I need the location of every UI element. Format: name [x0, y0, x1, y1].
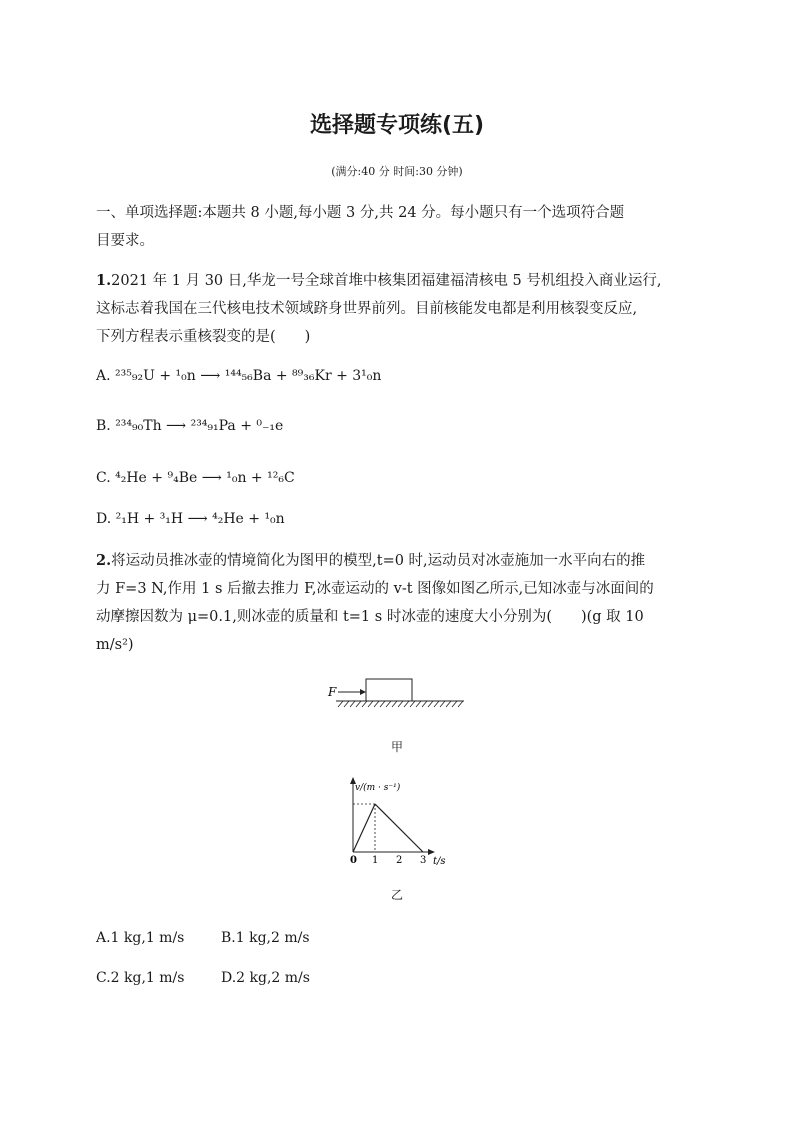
q2-option-c: C.2 kg,1 m/s	[96, 970, 185, 986]
q1-line3: 下列方程表示重核裂变的是( )	[96, 329, 311, 345]
q2-option-b: B.1 kg,2 m/s	[221, 930, 310, 946]
q2-line3: 动摩擦因数为 μ=0.1,则冰壶的质量和 t=1 s 时冰壶的速度大小分别为( )(g 取 10	[96, 609, 644, 625]
x-axis-label: t/s	[433, 856, 446, 866]
q1-text-line1: 2021 年 1 月 30 日,华龙一号全球首堆中核集团福建福清核电 5 号机组投入商业运行,	[111, 273, 662, 289]
q2-option-a: A.1 kg,1 m/s	[96, 930, 185, 946]
y-axis-label: v/(m · s⁻¹)	[355, 783, 401, 793]
q1-line2: 这标志着我国在三代核电技术领域跻身世界前列。目前核能发电都是利用核裂变反应,	[96, 301, 638, 317]
q2-line1	[96, 548, 645, 574]
force-label: F	[328, 685, 337, 699]
q1-option-c: C. ⁴₂He + ⁹₄Be ⟶ ¹₀n + ¹²₆C	[96, 470, 295, 486]
tick-1: 1	[372, 855, 379, 866]
decelerating-segment	[375, 804, 423, 852]
q2-text-line1: 将运动员推冰壶的情境简化为图甲的模型,t=0 时,运动员对冰壶施加一水平向右的推	[111, 553, 646, 569]
figure-yi-vt-graph	[340, 774, 460, 866]
q1-option-b: B. ²³⁴₉₀Th ⟶ ²³⁴₉₁Pa + ⁰₋₁e	[96, 418, 284, 434]
q1-number: 1.	[96, 272, 112, 289]
q1-line1	[96, 268, 661, 294]
section-heading-line2: 目要求。	[96, 233, 154, 249]
curling-stone-block	[366, 679, 412, 701]
q1-option-d: D. ²₁H + ³₁H ⟶ ⁴₂He + ¹₀n	[96, 511, 285, 527]
page-title: 选择题专项练(五)	[309, 113, 485, 138]
accelerating-segment	[353, 804, 375, 852]
q2-option-d: D.2 kg,2 m/s	[221, 970, 310, 986]
section-heading-line1: 一、单项选择题:本题共 8 小题,每小题 3 分,共 24 分。每小题只有一个选项符合题	[96, 205, 625, 221]
figure-jia-caption: 甲	[391, 740, 404, 754]
x-axis-arrow	[428, 849, 435, 855]
tick-3: 3	[420, 855, 427, 866]
tick-2: 2	[396, 855, 403, 866]
force-arrow-head	[360, 689, 366, 695]
exam-meta: (满分:40 分 时间:30 分钟)	[331, 165, 463, 178]
figure-jia-diagram	[326, 672, 472, 714]
q2-number: 2.	[96, 552, 112, 569]
figure-yi-caption: 乙	[391, 888, 404, 902]
q2-line2: 力 F=3 N,作用 1 s 后撤去推力 F,冰壶运动的 v-t 图像如图乙所示,已知冰壶与冰面间的	[96, 581, 654, 597]
q2-line4: m/s²)	[96, 637, 134, 653]
ground-hatching	[338, 701, 463, 707]
q1-option-a: A. ²³⁵₉₂U + ¹₀n ⟶ ¹⁴⁴₅₆Ba + ⁸⁹₃₆Kr + 3¹₀n	[96, 368, 382, 384]
tick-0: 0	[350, 855, 357, 866]
